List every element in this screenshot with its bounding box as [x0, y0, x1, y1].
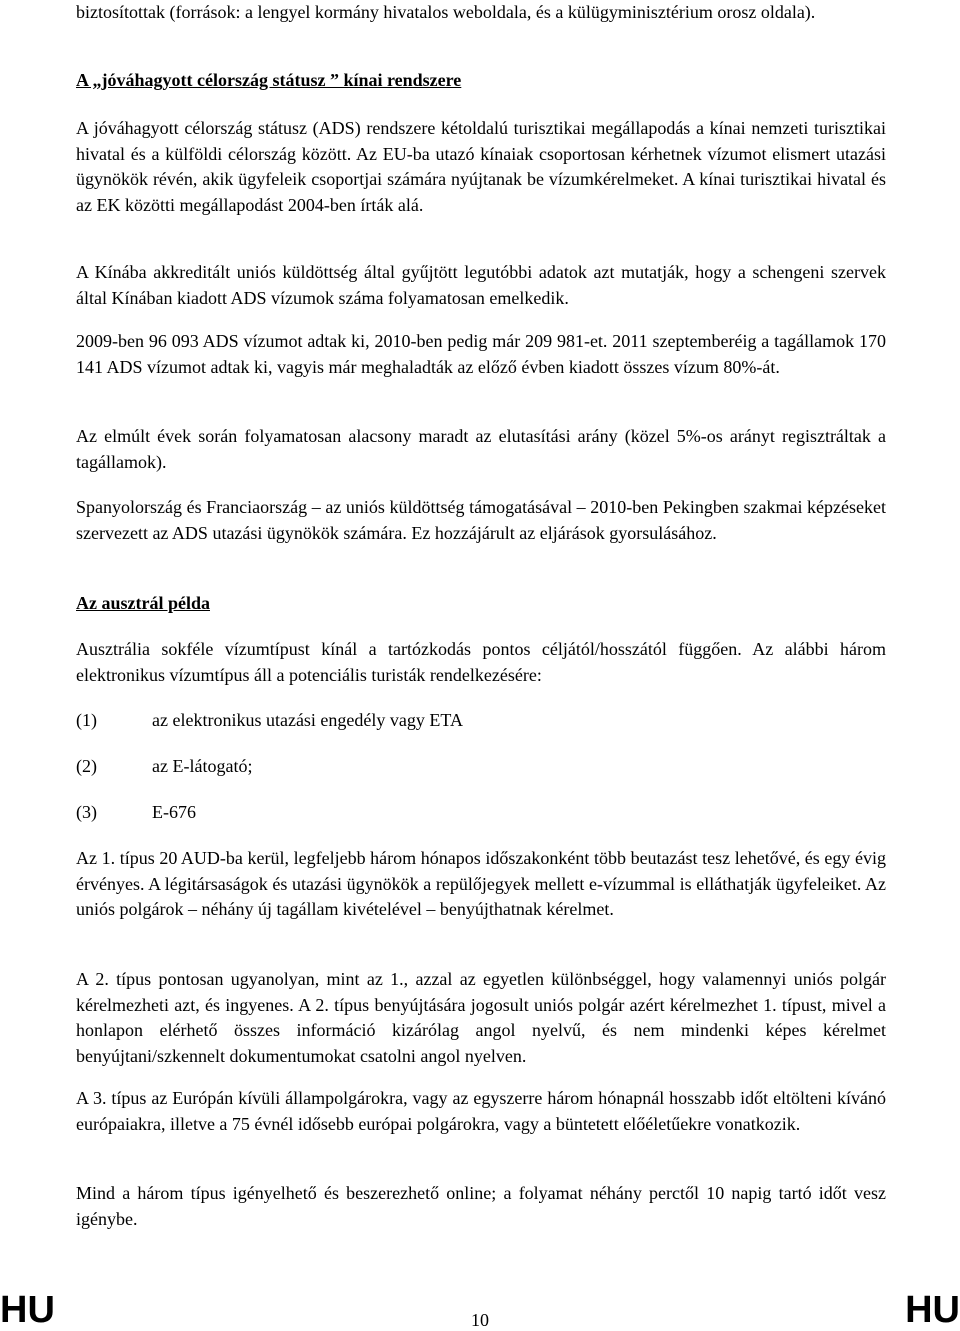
list-item-number: (2): [76, 756, 97, 776]
list-item-number: (3): [76, 802, 97, 822]
page-number: 10: [471, 1310, 489, 1330]
paragraph-type-3: A 3. típus az Európán kívüli állampolgárokra, vagy az egyszerre három hónapnál hosszabb időt eltölteni kívánó európaiakra, illetve a 75 évnél idősebb európai polgárokra, vagy a büntetett előéletűekre vonatkozik.: [76, 1088, 886, 1134]
paragraph-ads-intro: A jóváhagyott célország státusz (ADS) rendszere kétoldalú turisztikai megállapodás a kínai nemzeti turisztikai hivatal és a külföldi célország között. Az EU-ba utazó kínaiak csoportosan kérhetnek vízumot elismert utazási ügynökök révén, akik ügyfeleik csoportjai számára nyújtanak be vízumkérelmeket. A kínai turisztikai hivatal és az EK közötti megállapodást 2004-ben írták alá.: [76, 118, 886, 215]
paragraph-type-1: Az 1. típus 20 AUD-ba kerül, legfeljebb három hónapos időszakonként több beutazást tesz lehetővé, és egy évig érvényes. A légitársaságok és utazási ügynökök a repülőjegyek mellett e-vízummal is elláthatják ügyfeleiket. Az uniós polgárok – néhány új tagállam kivételével – benyújthatnak kérelmet.: [76, 848, 886, 919]
list-item-text: E-676: [152, 802, 196, 822]
footer-language-right: HU: [905, 1289, 960, 1331]
list-item-number: (1): [76, 710, 97, 730]
paragraph-online: Mind a három típus igényelhető és beszerezhető online; a folyamat néhány perctől 10 napig tartó időt vesz igénybe.: [76, 1183, 886, 1229]
list-item-text: az E-látogató;: [152, 756, 253, 776]
paragraph-rejection-rate: Az elmúlt évek során folyamatosan alacsony maradt az elutasítási arány (közel 5%-os arányt regisztráltak a tagállamok).: [76, 426, 886, 472]
paragraph-ads-data: A Kínába akkreditált uniós küldöttség által gyűjtött legutóbbi adatok azt mutatják, hogy a schengeni szervek által Kínában kiadott ADS vízumok száma folyamatosan emelkedik.: [76, 262, 886, 308]
footer-language-left: HU: [0, 1289, 55, 1331]
list-item: [76, 708, 886, 734]
paragraph-ads-numbers: 2009-ben 96 093 ADS vízumot adtak ki, 2010-ben pedig már 209 981-et. 2011 szeptemberéig a tagállamok 170 141 ADS vízumot adtak ki, vagyis már meghaladták az előző évben kiadott összes vízum 80%-át.: [76, 331, 886, 377]
list-item: [76, 754, 886, 780]
paragraph-sources: biztosítottak (források: a lengyel kormány hivatalos weboldala, és a külügyminisztérium orosz oldala).: [76, 2, 816, 22]
paragraph-type-2: A 2. típus pontosan ugyanolyan, mint az 1., azzal az egyetlen különbséggel, hogy valamennyi uniós polgár kérelmezheti azt, és ingyenes. A 2. típus benyújtására jogosult uniós polgár azért kérelmezhet 1. típust, mivel a honlapon elérhető összes információ kizárólag angol nyelvű, és nem mindenki képes kérelmet benyújtani/szkennelt dokumentumokat csatolni angol nyelven.: [76, 969, 886, 1066]
list-item: [76, 800, 886, 826]
list-item-text: az elektronikus utazási engedély vagy ETA: [152, 710, 463, 730]
paragraph-training: Spanyolország és Franciaország – az uniós küldöttség támogatásával – 2010-ben Pekingben szakmai képzéseket szervezett az ADS utazási ügynökök számára. Ez hozzájárult az eljárások gyorsulásához.: [76, 497, 886, 543]
heading-australian-example: Az ausztrál példa: [76, 593, 210, 613]
paragraph-australia-intro: Ausztrália sokféle vízumtípust kínál a tartózkodás pontos céljától/hosszától függően. Az alábbi három elektronikus vízumtípus áll a potenciális turisták rendelkezésére:: [76, 639, 886, 685]
heading-ads: A „jóváhagyott célország státusz ” kínai rendszere: [76, 70, 462, 90]
